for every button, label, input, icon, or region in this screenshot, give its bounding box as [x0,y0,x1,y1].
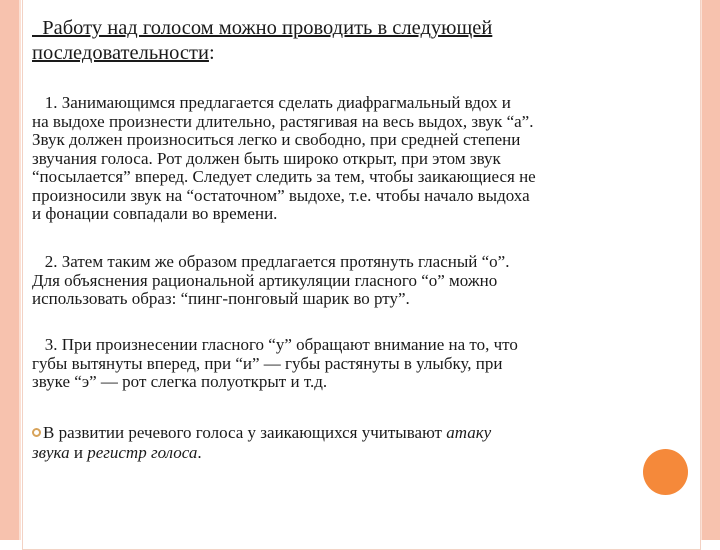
paragraph-line: произносили звук на “остаточном” выдохе, т.е. чтобы начало выдоха [32,185,530,205]
paragraph-line: на выдохе произнести длительно, растягивая на весь выдох, звук “а”. [32,111,534,131]
title-colon: : [208,42,215,64]
paragraph-1 [32,94,536,224]
title-line-2: последовательности [32,42,209,64]
paragraph-line: звучания голоса. Рот должен быть широко открыт, при этом звук [32,148,501,168]
bullet-italic-2: регистр голоса [87,443,198,462]
bullet-end: . [197,443,202,462]
left-decor-strip [0,0,21,540]
paragraph-line: звуке “э” — рот слегка полуоткрыт и т.д. [32,372,328,391]
paragraph-line: 2. Затем таким же образом предлагается протянуть гласный “о”. [32,252,510,271]
title-line-1: Работу над голосом можно проводить в следующей [32,17,493,39]
orange-circle-decoration [643,449,688,495]
paragraph-line: 1. Занимающимся предлагается сделать диафрагмальный вдох и [32,93,511,112]
paragraph-2 [32,253,509,309]
bullet-italic-1b: звука [32,443,70,462]
paragraph-line: Звук должен произноситься легко и свободно, при средней степени [32,130,521,149]
slide-title [32,16,492,66]
bullet-item [32,423,491,463]
paragraph-line: 3. При произнесении гласного “у” обращают внимание на то, что [32,335,518,354]
bullet-italic-1a: атаку [446,423,492,442]
paragraph-3 [32,336,518,392]
paragraph-line: “посылается” вперед. Следует следить за тем, чтобы заикающиеся не [32,167,536,186]
bullet-text-2: и [69,443,88,462]
paragraph-line: губы вытянуты вперед, при “и” — губы растянуты в улыбку, при [32,353,503,373]
paragraph-line: использовать образ: “пинг-понговый шарик во рту”. [32,289,410,308]
bullet-text-1: В развитии речевого голоса у заикающихся учитывают [43,423,447,442]
paragraph-line: и фонации совпадали во времени. [32,204,278,223]
paragraph-line: Для объяснения рациональной артикуляции гласного “о” можно [32,270,498,290]
bullet-circle-icon [32,428,41,437]
right-decor-strip [700,0,720,540]
